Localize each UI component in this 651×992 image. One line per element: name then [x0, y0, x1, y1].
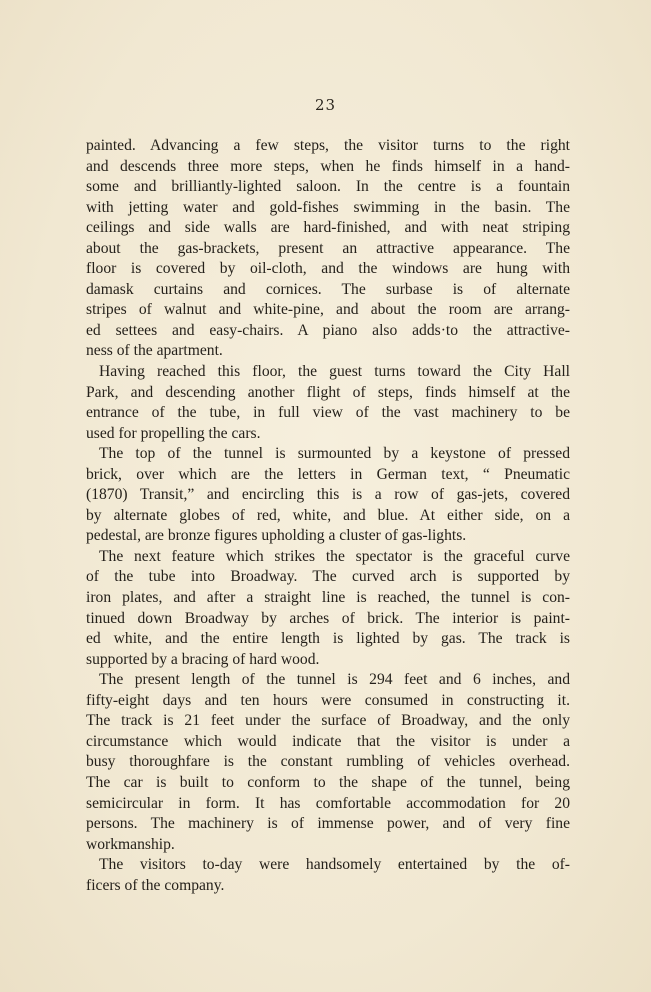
text-line: Having reached this floor, the guest turns toward the City Hall	[99, 363, 570, 381]
text-line: The present length of the tunnel is 294 feet and 6 inches, and	[99, 671, 570, 689]
body-text	[86, 136, 570, 896]
text-line: Park, and descending another flight of steps, finds himself at the	[86, 383, 570, 401]
text-line: ed settees and easy-chairs. A piano also adds·to the attractive-	[86, 321, 570, 339]
text-line: semicircular in form. It has comfortable accommodation for 20	[86, 794, 570, 812]
text-line: entrance of the tube, in full view of the vast machinery to be	[86, 404, 570, 422]
text-line: of the tube into Broadway. The curved arch is supported by	[86, 568, 570, 586]
text-line: circumstance which would indicate that the visitor is under a	[86, 732, 570, 750]
text-line: The next feature which strikes the spectator is the graceful curve	[99, 547, 570, 565]
text-line: The top of the tunnel is surmounted by a keystone of pressed	[99, 445, 570, 463]
text-line: ficers of the company.	[86, 876, 225, 894]
text-line: fifty-eight days and ten hours were consumed in constructing it.	[86, 691, 570, 709]
text-line: about the gas-brackets, present an attractive appearance. The	[86, 239, 570, 257]
text-line: with jetting water and gold-fishes swimming in the basin. The	[86, 198, 570, 216]
page-number: 23	[314, 96, 337, 114]
text-line: workmanship.	[86, 835, 175, 853]
text-line: used for propelling the cars.	[86, 424, 261, 442]
text-line: brick, over which are the letters in German text, “ Pneumatic	[86, 465, 570, 483]
text-line: by alternate globes of red, white, and blue. At either side, on a	[86, 506, 570, 524]
text-line: The track is 21 feet under the surface of Broadway, and the only	[86, 712, 570, 730]
text-line: ceilings and side walls are hard-finished, and with neat striping	[86, 219, 570, 237]
text-line: some and brilliantly-lighted saloon. In the centre is a fountain	[86, 178, 570, 196]
text-line: (1870) Transit,” and encircling this is a row of gas-jets, covered	[86, 486, 570, 504]
text-line: ness of the apartment.	[86, 342, 223, 360]
text-line: supported by a bracing of hard wood.	[86, 650, 320, 668]
text-line: damask curtains and cornices. The surbase is of alternate	[86, 280, 570, 298]
text-line: painted. Advancing a few steps, the visitor turns to the right	[86, 137, 570, 154]
text-line: busy thoroughfare is the constant rumbling of vehicles overhead.	[86, 753, 570, 771]
text-line: and descends three more steps, when he finds himself in a hand-	[86, 157, 570, 175]
text-line: persons. The machinery is of immense power, and of very fine	[86, 815, 570, 833]
text-line: ed white, and the entire length is lighted by gas. The track is	[86, 630, 570, 648]
text-line: The car is built to conform to the shape of the tunnel, being	[86, 773, 570, 791]
text-line: iron plates, and after a straight line is reached, the tunnel is con-	[86, 589, 570, 607]
text-line: stripes of walnut and white-pine, and about the room are arrang-	[86, 301, 570, 319]
text-line: tinued down Broadway by arches of brick. The interior is paint-	[86, 609, 570, 627]
text-line: The visitors to-day were handsomely entertained by the of-	[99, 856, 570, 874]
text-line: floor is covered by oil-cloth, and the windows are hung with	[86, 260, 570, 278]
text-line: pedestal, are bronze figures upholding a cluster of gas-lights.	[86, 527, 467, 545]
